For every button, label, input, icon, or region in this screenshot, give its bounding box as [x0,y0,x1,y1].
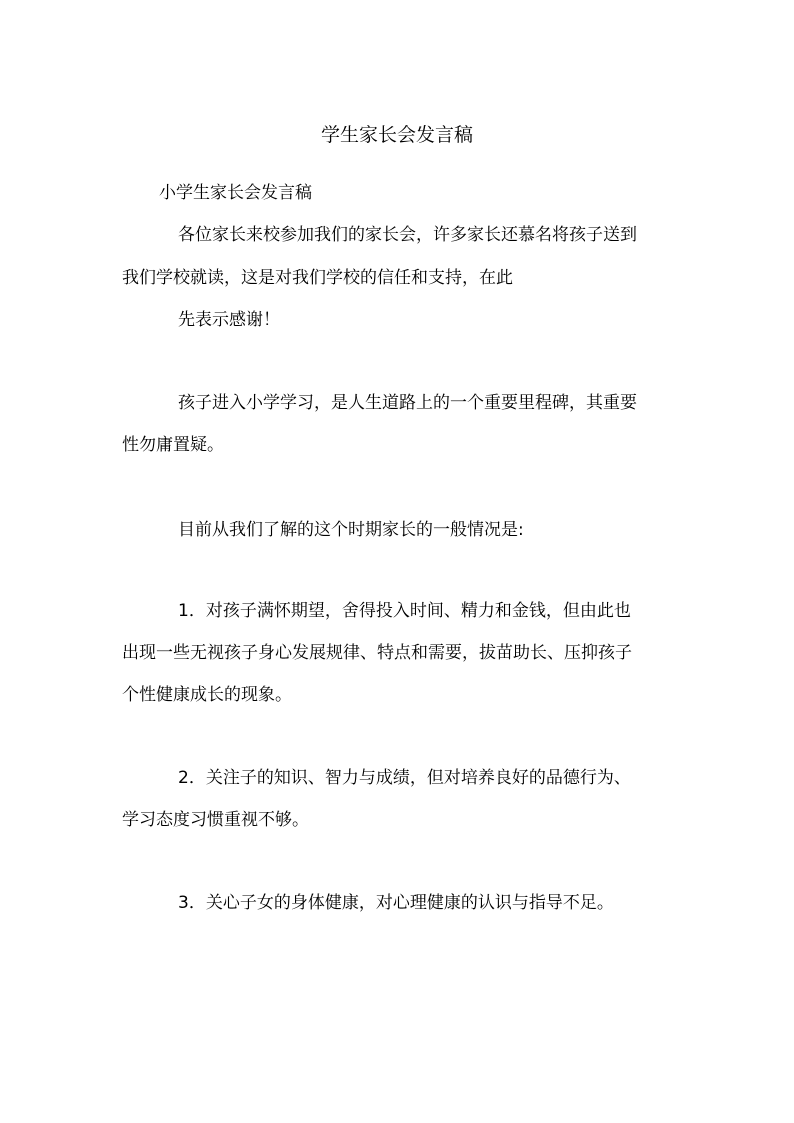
list-item-line: 出现一些无视孩子身心发展规律、特点和需要，拔苗助长、压抑孩子 [122,643,632,663]
paragraph-line: 目前从我们了解的这个时期家长的一般情况是: [178,520,524,540]
paragraph-line: 孩子进入小学学习，是人生道路上的一个重要里程碑，其重要 [178,393,637,413]
document-subtitle: 小学生家长会发言稿 [159,183,312,203]
list-item-line: 1．对孩子满怀期望，舍得投入时间、精力和金钱，但由此也 [178,601,631,621]
list-item-line: 个性健康成长的现象。 [122,685,292,705]
paragraph-line: 我们学校就读，这是对我们学校的信任和支持，在此 [122,268,513,288]
list-item-line: 3．关心子女的身体健康，对心理健康的认识与指导不足。 [178,893,614,913]
document-title: 学生家长会发言稿 [320,124,473,146]
list-item-line: 2．关注子的知识、智力与成绩，但对培养良好的品德行为、 [178,768,631,788]
paragraph-line: 先表示感谢！ [178,310,280,330]
paragraph-line: 性勿庸置疑。 [122,435,224,455]
paragraph-line: 各位家长来校参加我们的家长会，许多家长还慕名将孩子送到 [178,225,637,245]
list-item-line: 学习态度习惯重视不够。 [122,810,309,830]
